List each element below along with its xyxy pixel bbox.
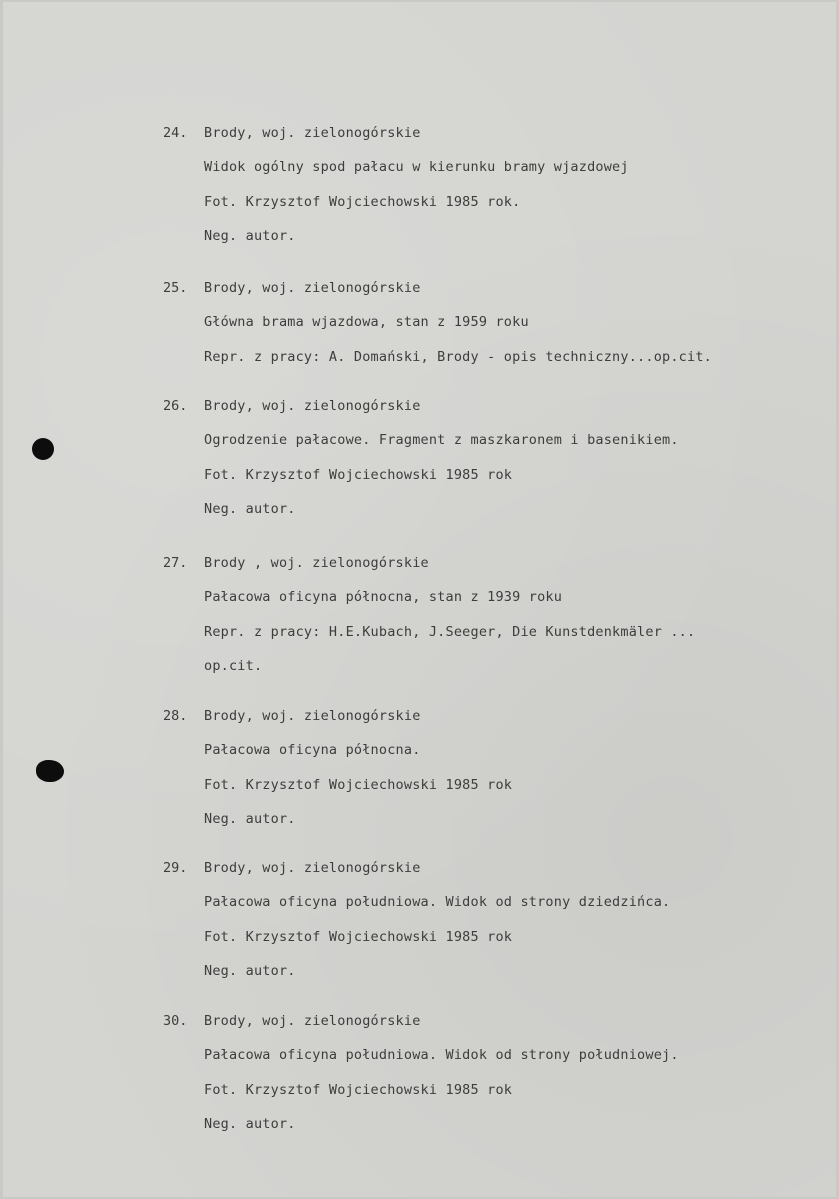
entry-line: Brody, woj. zielonogórskie	[204, 398, 421, 414]
entry-line: Widok ogólny spod pałacu w kierunku bramy wjazdowej	[204, 159, 629, 176]
entry-line: Fot. Krzysztof Wojciechowski 1985 rok	[204, 776, 513, 793]
entry-line: Pałacowa oficyna północna, stan z 1939 roku	[204, 589, 563, 606]
entry-number: 24.	[163, 125, 188, 141]
entry-line: Fot. Krzysztof Wojciechowski 1985 rok	[204, 928, 513, 945]
entry-line: Brody, woj. zielonogórskie	[204, 280, 421, 296]
punch-hole	[32, 438, 54, 460]
entry-number: 28.	[163, 708, 188, 724]
entry-line: Pałacowa oficyna południowa. Widok od strony południowej.	[204, 1047, 679, 1064]
entry-line: Brody, woj. zielonogórskie	[204, 1013, 421, 1029]
entry-line: Repr. z pracy: H.E.Kubach, J.Seeger, Die Kunstdenkmäler ...	[204, 623, 696, 640]
entry-line: Fot. Krzysztof Wojciechowski 1985 rok	[204, 1081, 513, 1098]
punch-hole	[36, 760, 64, 782]
entry-line: Neg. autor.	[204, 1115, 296, 1132]
entry-line: Neg. autor.	[204, 962, 296, 979]
entry-line: Neg. autor.	[204, 500, 296, 517]
entry-line: Pałacowa oficyna północna.	[204, 742, 421, 759]
entry-line: Brody, woj. zielonogórskie	[204, 708, 421, 724]
entry-line: Główna brama wjazdowa, stan z 1959 roku	[204, 314, 529, 331]
entry-line: Neg. autor.	[204, 810, 296, 827]
entry-line: Brody, woj. zielonogórskie	[204, 860, 421, 876]
entry-line: Fot. Krzysztof Wojciechowski 1985 rok	[204, 466, 513, 483]
entry-number: 30.	[163, 1013, 188, 1029]
entry-number: 26.	[163, 398, 188, 414]
entry-line: Pałacowa oficyna południowa. Widok od strony dziedzińca.	[204, 894, 671, 911]
entry-number: 27.	[163, 555, 188, 571]
entry-number: 25.	[163, 280, 188, 296]
entry-line: Neg. autor.	[204, 227, 296, 244]
entry-line: Brody , woj. zielonogórskie	[204, 555, 429, 571]
entry-number: 29.	[163, 860, 188, 876]
entry-line: Fot. Krzysztof Wojciechowski 1985 rok.	[204, 193, 521, 210]
entry-line: Brody, woj. zielonogórskie	[204, 125, 421, 141]
entry-line: Ogrodzenie pałacowe. Fragment z maszkaronem i basenikiem.	[204, 432, 679, 449]
entry-line: op.cit.	[204, 657, 263, 674]
entry-line: Repr. z pracy: A. Domański, Brody - opis techniczny...op.cit.	[204, 348, 712, 365]
